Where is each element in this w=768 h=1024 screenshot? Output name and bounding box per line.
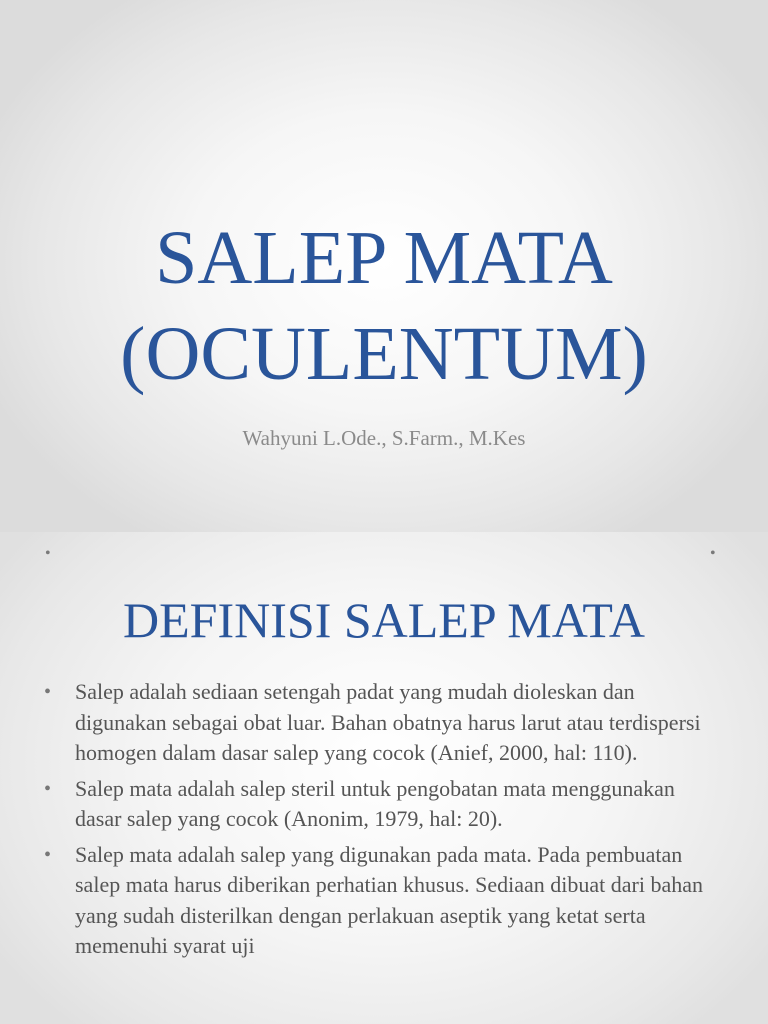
bullet-text: Salep adalah sediaan setengah padat yang mudah dioleskan dan digunakan sebagai obat luar. Bahan obatnya harus larut atau terdispersi homogen dalam dasar salep yang cocok (Anief, 2000, hal: 110).	[75, 679, 701, 765]
bullet-text: Salep mata adalah salep steril untuk pengobatan mata menggunakan dasar salep yang cocok (Anonim, 1979, hal: 20).	[75, 775, 675, 831]
slide-title-line-2: (OCULENTUM)	[120, 312, 648, 396]
slide-title	[0, 210, 768, 402]
slide-subtitle: Wahyuni L.Ode., S.Farm., M.Kes	[242, 426, 526, 450]
bullet-icon: •	[44, 681, 52, 703]
bullet-icon: •	[44, 843, 52, 866]
slide-marker-left: •	[45, 545, 51, 562]
slide-heading: DEFINISI SALEP MATA	[123, 592, 645, 648]
definition-slide	[0, 532, 768, 1024]
bullet-text: Salep mata adalah salep yang digunakan pada mata. Pada pembuatan salep mata harus diberikan perhatian khusus. Sediaan dibuat dari bahan yang sudah disterilkan dengan perlakuan aseptik yang ketat serta memenuhi syarat uji	[75, 841, 704, 958]
slide-title-line-1: SALEP MATA	[155, 216, 613, 300]
bullet-icon: •	[44, 777, 52, 800]
bullet-list	[44, 677, 724, 967]
bullet-item	[44, 677, 724, 769]
bullet-item	[44, 840, 724, 962]
bullet-item	[44, 774, 724, 835]
slide-marker-right: •	[710, 545, 716, 562]
